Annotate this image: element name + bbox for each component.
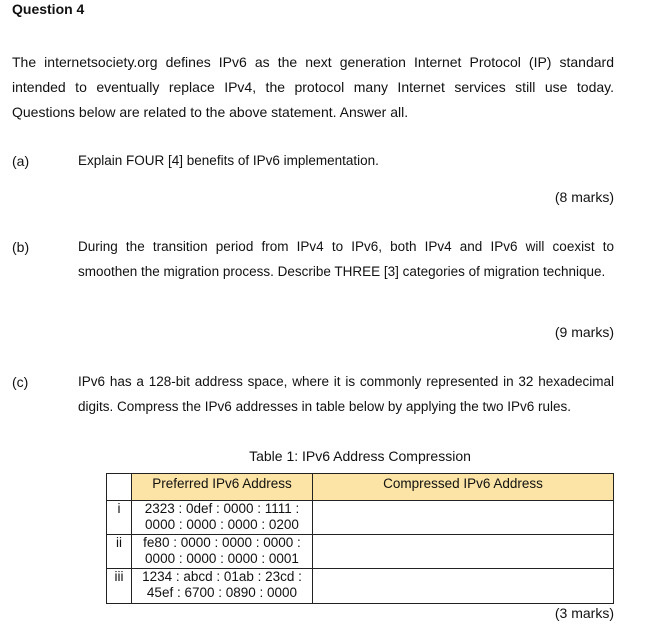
table-row bbox=[107, 501, 614, 535]
part-c-label: (c) bbox=[12, 374, 29, 390]
part-a-marks: (8 marks) bbox=[554, 189, 614, 205]
row-index: iii bbox=[107, 569, 132, 604]
part-b-text: During the transition period from IPv4 to IPv6, both IPv4 and IPv6 will coexist to smoothen the migration process. Describe THREE [3] categories of migration technique. bbox=[78, 239, 614, 279]
compressed-address-cell[interactable] bbox=[313, 501, 614, 535]
table-row bbox=[107, 535, 614, 569]
row-index: ii bbox=[107, 535, 132, 569]
compressed-address-cell[interactable] bbox=[313, 535, 614, 569]
intro-paragraph: The internetsociety.org defines IPv6 as the next generation Internet Protocol (IP) standard intended to eventually replace IPv4, the protocol many Internet services still use today. Questions below are related to the above statement. Answer all. bbox=[12, 54, 614, 120]
preferred-address-line2: 45ef : 6700 : 0890 : 0000 bbox=[146, 585, 298, 600]
table-caption: Table 1: IPv6 Address Compression bbox=[249, 448, 471, 464]
preferred-address-line2: 0000 : 0000 : 0000 : 0001 bbox=[145, 551, 299, 566]
preferred-address-line1: fe80 : 0000 : 0000 : 0000 : bbox=[143, 535, 301, 550]
preferred-address bbox=[132, 569, 313, 604]
preferred-address-line1: 2323 : 0def : 0000 : 1111 : bbox=[144, 501, 300, 516]
part-a-text: Explain FOUR [4] benefits of IPv6 implementation. bbox=[78, 153, 379, 168]
part-b-marks: (9 marks) bbox=[554, 324, 614, 340]
preferred-address-line2: 0000 : 0000 : 0000 : 0200 bbox=[145, 517, 299, 532]
preferred-address-line1: 1234 : abcd : 01ab : 23cd : bbox=[142, 569, 302, 584]
index-header bbox=[107, 474, 132, 501]
part-c-marks: (3 marks) bbox=[554, 605, 614, 621]
preferred-address bbox=[132, 535, 313, 569]
part-c-text: IPv6 has a 128-bit address space, where it is commonly represented in 32 hexadecimal digits. Compress the IPv6 addresses in table below by applying the two IPv6 rules. bbox=[78, 374, 614, 414]
compressed-header: Compressed IPv6 Address bbox=[313, 474, 614, 501]
compressed-address-cell[interactable] bbox=[313, 569, 614, 604]
question-title: Question 4 bbox=[12, 1, 85, 17]
row-index: i bbox=[107, 501, 132, 535]
table-row bbox=[107, 569, 614, 604]
preferred-address bbox=[132, 501, 313, 535]
ipv6-address-table bbox=[106, 473, 614, 604]
table-header-row bbox=[107, 474, 614, 501]
part-a-label: (a) bbox=[12, 153, 30, 169]
preferred-header: Preferred IPv6 Address bbox=[132, 474, 313, 501]
part-b-label: (b) bbox=[12, 239, 30, 255]
